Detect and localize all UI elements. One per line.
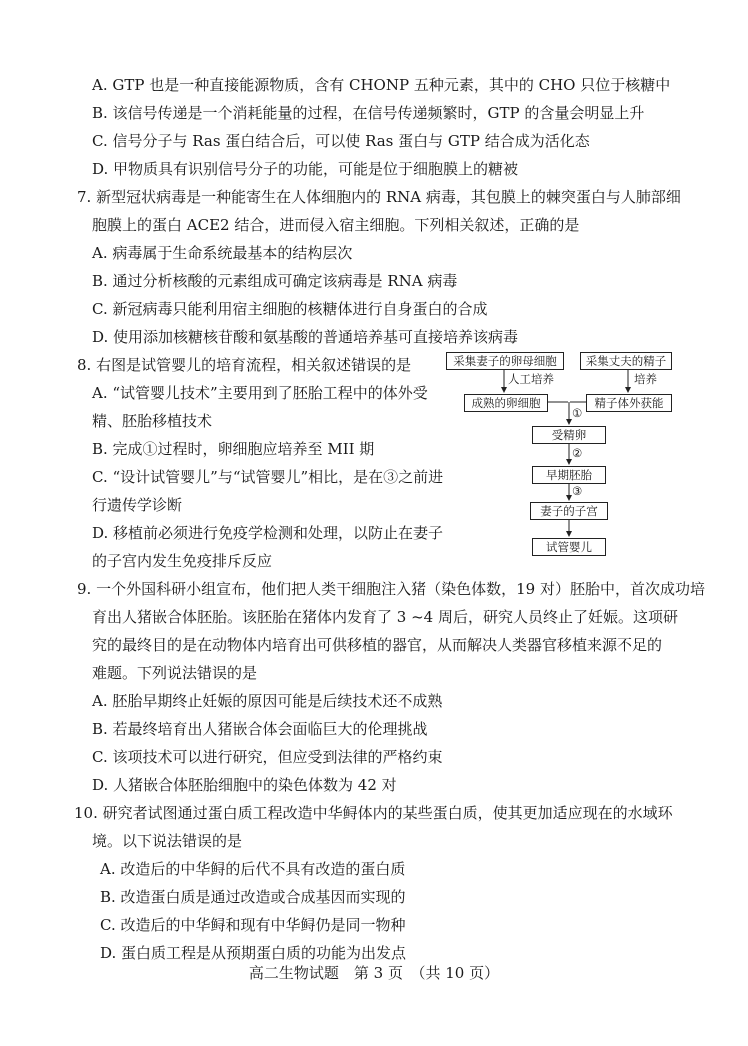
box-collect-oocyte: 采集妻子的卵母细胞 <box>446 352 564 370</box>
q8-option-a-line-2: 精、胚胎移植技术 <box>92 412 213 430</box>
q10-option-b: B. 改造蛋白质是通过改造或合成基因而实现的 <box>100 888 406 906</box>
q7-stem-line-1: 7. 新型冠状病毒是一种能寄生在人体细胞内的 RNA 病毒，其包膜上的棘突蛋白与人肺部细 <box>77 188 681 206</box>
box-collect-sperm: 采集丈夫的精子 <box>580 352 672 370</box>
page-footer: 高二生物试题 第 3 页 （共 10 页） <box>248 964 500 982</box>
q6-option-b: B. 该信号传递是一个消耗能量的过程，在信号传递频繁时，GTP 的含量会明显上升 <box>92 104 645 122</box>
q6-option-c: C. 信号分子与 Ras 蛋白结合后，可以使 Ras 蛋白与 GTP 结合成为活化态 <box>92 132 590 150</box>
q10-option-c: C. 改造后的中华鲟和现有中华鲟仍是同一物种 <box>100 916 406 934</box>
q9-stem-line-4: 难题。下列说法错误的是 <box>92 664 258 682</box>
step-1-label: ① <box>572 406 583 420</box>
q10-option-a: A. 改造后的中华鲟的后代不具有改造的蛋白质 <box>100 860 406 878</box>
label-artificial-culture: 人工培养 <box>508 372 554 386</box>
q8-option-c-line-1: C. “设计试管婴儿”与“试管婴儿”相比，是在③之前进 <box>92 468 444 486</box>
q10-option-d: D. 蛋白质工程是从预期蛋白质的功能为出发点 <box>100 944 407 962</box>
q7-option-d: D. 使用添加核糖核苷酸和氨基酸的普通培养基可直接培养该病毒 <box>92 328 519 346</box>
ivf-flow-diagram <box>442 352 674 558</box>
q9-option-a: A. 胚胎早期终止妊娠的原因可能是后续技术还不成熟 <box>92 692 443 710</box>
q10-stem-line-2: 境。以下说法错误的是 <box>92 832 243 850</box>
q7-option-a: A. 病毒属于生命系统最基本的结构层次 <box>92 244 353 262</box>
q9-option-d: D. 人猪嵌合体胚胎细胞中的染色体数为 42 对 <box>92 776 397 794</box>
q9-option-b: B. 若最终培育出人猪嵌合体会面临巨大的伦理挑战 <box>92 720 428 738</box>
box-zygote: 受精卵 <box>532 426 606 444</box>
q9-stem-line-1: 9. 一个外国科研小组宣布，他们把人类干细胞注入猪（染色体数，19 对）胚胎中，首次成功培 <box>77 580 705 598</box>
box-test-tube-baby: 试管婴儿 <box>532 538 606 556</box>
q6-option-d: D. 甲物质具有识别信号分子的功能，可能是位于细胞膜上的糖被 <box>92 160 519 178</box>
label-culture: 培养 <box>634 372 657 386</box>
q7-option-b: B. 通过分析核酸的元素组成可确定该病毒是 RNA 病毒 <box>92 272 458 290</box>
q10-stem-line-1: 10. 研究者试图通过蛋白质工程改造中华鲟体内的某些蛋白质，使其更加适应现在的水域环 <box>74 804 673 822</box>
q6-option-a: A. GTP 也是一种直接能源物质，含有 CHONP 五种元素，其中的 CHO 只位于核糖中 <box>92 76 671 94</box>
q9-stem-line-3: 究的最终目的是在动物体内培育出可供移植的器官，从而解决人类器官移植来源不足的 <box>92 636 663 654</box>
q8-stem: 8. 右图是试管婴儿的培育流程，相关叙述错误的是 <box>77 356 412 374</box>
q8-option-a-line-1: A. “试管婴儿技术”主要用到了胚胎工程中的体外受 <box>92 384 428 402</box>
q9-stem-line-2: 育出人猪嵌合体胚胎。该胚胎在猪体内发育了 3 ~4 周后，研究人员终止了妊娠。这项研 <box>92 608 678 626</box>
q7-stem-line-2: 胞膜上的蛋白 ACE2 结合，进而侵入宿主细胞。下列相关叙述，正确的是 <box>92 216 580 234</box>
q8-option-d-line-2: 的子宫内发生免疫排斥反应 <box>92 552 273 570</box>
q8-option-b: B. 完成①过程时，卵细胞应培养至 MII 期 <box>92 440 375 458</box>
box-mature-egg: 成熟的卵细胞 <box>464 394 548 412</box>
step-2-label: ② <box>572 446 583 460</box>
q7-option-c: C. 新冠病毒只能利用宿主细胞的核糖体进行自身蛋白的合成 <box>92 300 488 318</box>
box-early-embryo: 早期胚胎 <box>532 466 606 484</box>
step-3-label: ③ <box>572 484 583 498</box>
q8-option-d-line-1: D. 移植前必须进行免疫学检测和处理，以防止在妻子 <box>92 524 444 542</box>
q9-option-c: C. 该项技术可以进行研究，但应受到法律的严格约束 <box>92 748 443 766</box>
box-sperm-capacitation: 精子体外获能 <box>586 394 672 412</box>
box-wife-uterus: 妻子的子宫 <box>530 502 608 520</box>
q8-option-c-line-2: 行遗传学诊断 <box>92 496 183 514</box>
